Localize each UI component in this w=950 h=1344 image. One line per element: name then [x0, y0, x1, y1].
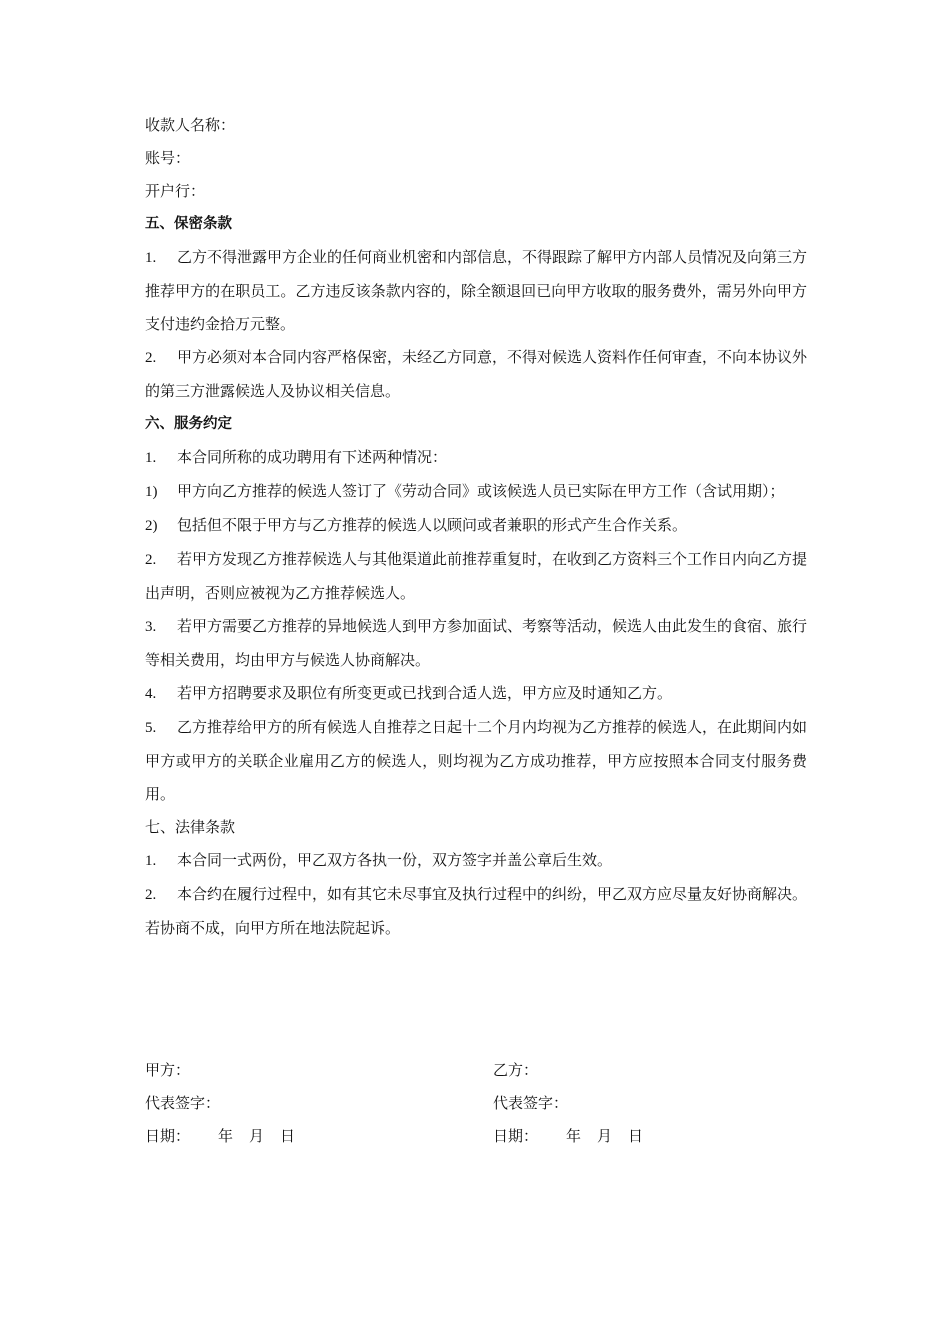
day-label: 日	[628, 1127, 644, 1145]
section-6-item-3	[145, 610, 807, 677]
section-6-item-1	[145, 441, 807, 475]
section-6-subitem-1	[145, 475, 807, 509]
day-label: 日	[280, 1127, 296, 1145]
item-number: 4.	[145, 686, 157, 702]
section-7-title: 七、法律条款	[145, 818, 236, 836]
section-6-item-4	[145, 677, 807, 711]
section-5-item-2	[145, 341, 807, 408]
item-number: 1)	[145, 484, 158, 500]
item-text: 若甲方发现乙方推荐候选人与其他渠道此前推荐重复时，在收到乙方资料三个工作日内向乙方提出声明，否则应被视为乙方推荐候选人。	[145, 550, 808, 602]
item-number: 2.	[145, 552, 157, 568]
party-b-label: 乙方：	[493, 1061, 539, 1079]
item-number: 2.	[145, 350, 157, 366]
item-text: 乙方不得泄露甲方企业的任何商业机密和内部信息，不得跟踪了解甲方内部人员情况及向第三方推荐甲方的在职员工。乙方违反该条款内容的，除全额退回已向甲方收取的服务费外，需另外向甲方支付违约金拾万元整。	[145, 248, 808, 333]
item-text: 若甲方招聘要求及职位有所变更或已找到合适人选，甲方应及时通知乙方。	[177, 684, 673, 702]
year-label: 年	[566, 1127, 582, 1145]
party-b-rep-signature: 代表签字：	[493, 1094, 569, 1112]
party-b-date	[493, 1120, 793, 1153]
item-number: 3.	[145, 619, 157, 635]
item-text: 本合同所称的成功聘用有下述两种情况：	[177, 448, 448, 466]
item-number: 2)	[145, 518, 158, 534]
month-label: 月	[597, 1127, 613, 1145]
item-number: 5.	[145, 720, 157, 736]
date-label: 日期：	[145, 1127, 191, 1145]
section-6-item-2	[145, 543, 807, 610]
bank-line: 开户行：	[145, 182, 206, 200]
section-5-title: 五、保密条款	[145, 216, 232, 232]
item-text: 本合同一式两份，甲乙双方各执一份，双方签字并盖公章后生效。	[177, 851, 613, 869]
party-a-rep-signature: 代表签字：	[145, 1094, 221, 1112]
item-number: 1.	[145, 450, 157, 466]
contract-body	[145, 109, 807, 945]
party-a-signature	[145, 1054, 445, 1153]
party-a-date	[145, 1120, 445, 1153]
item-text: 甲方向乙方推荐的候选人签订了《劳动合同》或该候选人员已实际在甲方工作（含试用期）；	[177, 482, 785, 500]
item-text: 甲方必须对本合同内容严格保密，未经乙方同意，不得对候选人资料作任何审查，不向本协议外的第三方泄露候选人及协议相关信息。	[145, 348, 808, 400]
party-b-signature	[493, 1054, 793, 1153]
item-text: 乙方推荐给甲方的所有候选人自推荐之日起十二个月内均视为乙方推荐的候选人，在此期间内如甲方或甲方的关联企业雇用乙方的候选人，则均视为乙方成功推荐，甲方应按照本合同支付服务费用。	[145, 718, 808, 803]
item-number: 1.	[145, 250, 157, 266]
account-line: 账号：	[145, 149, 191, 167]
payee-name-line: 收款人名称：	[145, 116, 236, 134]
section-6-title: 六、服务约定	[145, 416, 232, 432]
section-6-item-5	[145, 711, 807, 811]
date-label: 日期：	[493, 1127, 539, 1145]
section-7-item-1	[145, 844, 807, 878]
item-number: 2.	[145, 887, 157, 903]
party-a-label: 甲方：	[145, 1061, 191, 1079]
item-number: 1.	[145, 853, 157, 869]
section-7-item-2	[145, 878, 807, 945]
section-5-item-1	[145, 241, 807, 341]
year-label: 年	[218, 1127, 234, 1145]
item-text: 若甲方需要乙方推荐的异地候选人到甲方参加面试、考察等活动，候选人由此发生的食宿、旅行等相关费用，均由甲方与候选人协商解决。	[145, 617, 808, 669]
item-text: 包括但不限于甲方与乙方推荐的候选人以顾问或者兼职的形式产生合作关系。	[177, 516, 688, 534]
item-text: 本合约在履行过程中，如有其它未尽事宜及执行过程中的纠纷，甲乙双方应尽量友好协商解决。若协商不成，向甲方所在地法院起诉。	[145, 885, 808, 937]
month-label: 月	[249, 1127, 265, 1145]
section-6-subitem-2	[145, 509, 807, 543]
